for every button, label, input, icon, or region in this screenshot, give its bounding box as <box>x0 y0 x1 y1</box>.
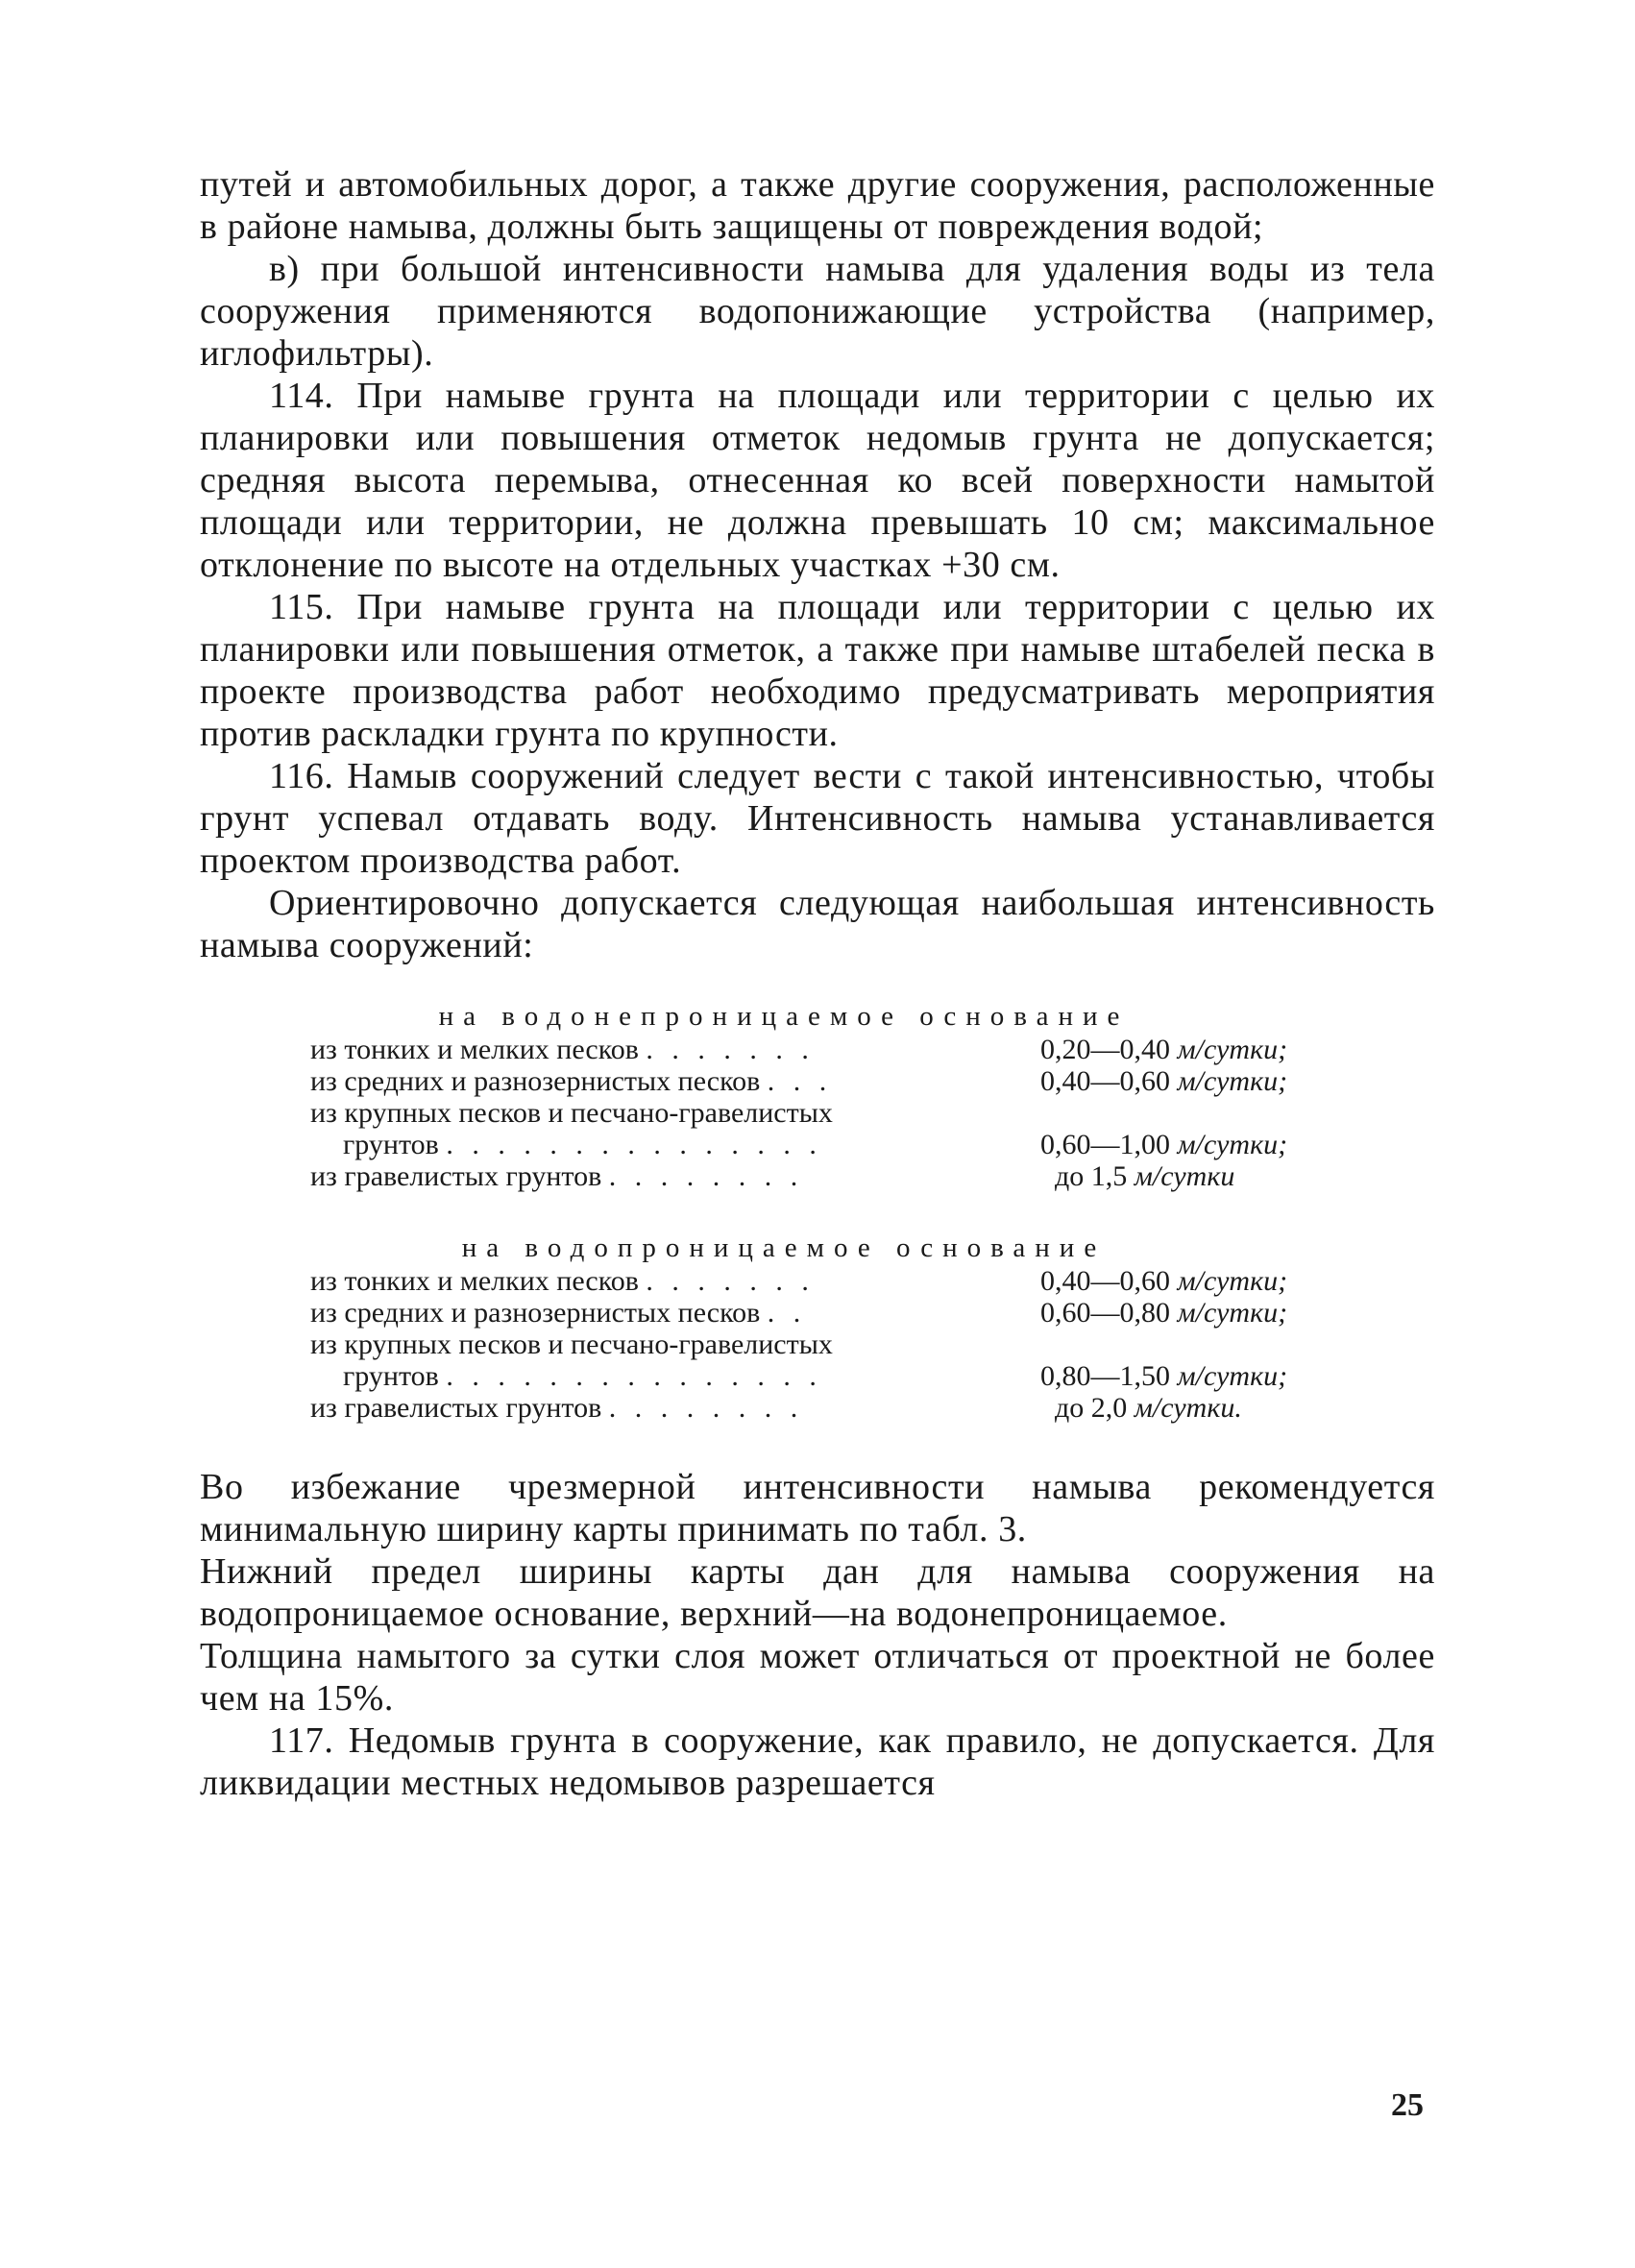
paragraph-dewatering: в) при большой интенсивности намыва для удаления воды из тела сооружения применяются водопонижающие устройства (например, иглофильтры). <box>200 249 1435 374</box>
paragraph-114: 114. При намыве грунта на площади или территории с целью их планировки или повышения отметок недомыв грунта не допускается; средняя высота перемыва, отнесенная ко всей поверхности намытой площади или территории, не должна превышать 10 см; максимальное отклонение по высоте на отдельных участках +30 см. <box>200 376 1435 585</box>
paragraph-layer-thickness: Толщина намытого за сутки слоя может отличаться от проектной не более чем на 15%. <box>200 1636 1435 1719</box>
leader-dots: . . . . . . . <box>646 1265 815 1297</box>
impermeable-base-block <box>200 999 1435 1192</box>
permeable-base-heading: на водопроницаемое основание <box>461 1232 1107 1263</box>
leader-dots: . . . . . . . . . . . . . . . <box>446 1129 822 1160</box>
rate-unit: м/сутки. <box>1134 1392 1242 1424</box>
leader-dots: . . . <box>767 1065 833 1097</box>
page-number: 25 <box>1391 2087 1424 2123</box>
permeable-rates-table <box>310 1265 1367 1424</box>
rate-unit: м/сутки; <box>1177 1065 1288 1097</box>
rate-unit: м/сутки; <box>1177 1034 1288 1065</box>
rate-unit: м/сутки; <box>1177 1265 1288 1297</box>
rate-row <box>310 1160 1367 1192</box>
rate-label: из средних и разнозернистых песков <box>310 1065 761 1097</box>
impermeable-rates-table <box>310 1034 1367 1192</box>
leader-dots: . . . . . . . . . . . . . . . <box>446 1360 822 1392</box>
rate-row <box>310 1097 1367 1129</box>
rate-label: из гравелистых грунтов <box>310 1160 602 1192</box>
paragraph-card-width: Во избежание чрезмерной интенсивности намыва рекомендуется минимальную ширину карты принимать по табл. 3. <box>200 1467 1435 1549</box>
leader-dots: . . . . . . . . <box>608 1160 804 1192</box>
rate-row <box>310 1129 1367 1160</box>
rate-unit: м/сутки; <box>1177 1360 1288 1392</box>
paragraph-roads-protection: путей и автомобильных дорог, а также другие сооружения, расположенные в районе намыва, должны быть защищены от повреждения водой; <box>200 164 1435 247</box>
rate-unit: м/сутки <box>1134 1160 1235 1192</box>
rate-row <box>310 1360 1367 1392</box>
rate-value: 0,80—1,50 <box>1040 1360 1170 1392</box>
rate-label: из гравелистых грунтов <box>310 1392 602 1424</box>
rate-row <box>310 1329 1367 1360</box>
rate-label: из тонких и мелких песков <box>310 1034 639 1065</box>
paragraph-117: 117. Недомыв грунта в сооружение, как правило, не допускается. Для ликвидации местных недомывов разрешается <box>200 1720 1435 1803</box>
rate-value: 0,60—1,00 <box>1040 1129 1170 1160</box>
leader-dots: . . . . . . . <box>646 1034 815 1065</box>
rate-unit: м/сутки; <box>1177 1297 1288 1329</box>
rate-row <box>310 1034 1367 1065</box>
rate-value: 0,60—0,80 <box>1040 1297 1170 1329</box>
rate-row <box>310 1265 1367 1297</box>
permeable-base-block <box>200 1231 1435 1424</box>
impermeable-base-heading: на водонепроницаемое основание <box>438 1001 1130 1032</box>
rate-value: до 2,0 <box>1055 1392 1128 1424</box>
paragraph-approximate-intensity: Ориентировочно допускается следующая наибольшая интенсивность намыва сооружений: <box>200 883 1435 965</box>
rate-unit: м/сутки; <box>1177 1129 1288 1160</box>
text-column <box>200 163 1435 1804</box>
paragraph-115: 115. При намыве грунта на площади или территории с целью их планировки или повышения отметок, а также при намыве штабелей песка в проекте производства работ необходимо предусматривать мероприятия против раскладки грунта по крупности. <box>200 587 1435 754</box>
rate-label: грунтов <box>343 1129 439 1160</box>
rate-value: до 1,5 <box>1055 1160 1128 1192</box>
rate-row <box>310 1065 1367 1097</box>
rate-value: 0,40—0,60 <box>1040 1065 1170 1097</box>
rate-value: 0,20—0,40 <box>1040 1034 1170 1065</box>
leader-dots: . . <box>767 1297 807 1329</box>
rate-label: грунтов <box>343 1360 439 1392</box>
rate-value: 0,40—0,60 <box>1040 1265 1170 1297</box>
rate-row <box>310 1392 1367 1424</box>
leader-dots: . . . . . . . . <box>608 1392 804 1424</box>
rate-label: из средних и разнозернистых песков <box>310 1297 761 1329</box>
paragraph-116: 116. Намыв сооружений следует вести с такой интенсивностью, чтобы грунт успевал отдавать воду. Интенсивность намыва устанавливается проектом производства работ. <box>200 756 1435 881</box>
paragraph-width-limits: Нижний предел ширины карты дан для намыва сооружения на водопроницаемое основание, верхний—на водонепроницаемое. <box>200 1551 1435 1634</box>
rate-label: из тонких и мелких песков <box>310 1265 639 1297</box>
rate-row <box>310 1297 1367 1329</box>
rate-label: из крупных песков и песчано-гравелистых <box>310 1097 833 1129</box>
closing-paragraphs <box>200 1466 1435 1804</box>
rate-label: из крупных песков и песчано-гравелистых <box>310 1329 833 1360</box>
